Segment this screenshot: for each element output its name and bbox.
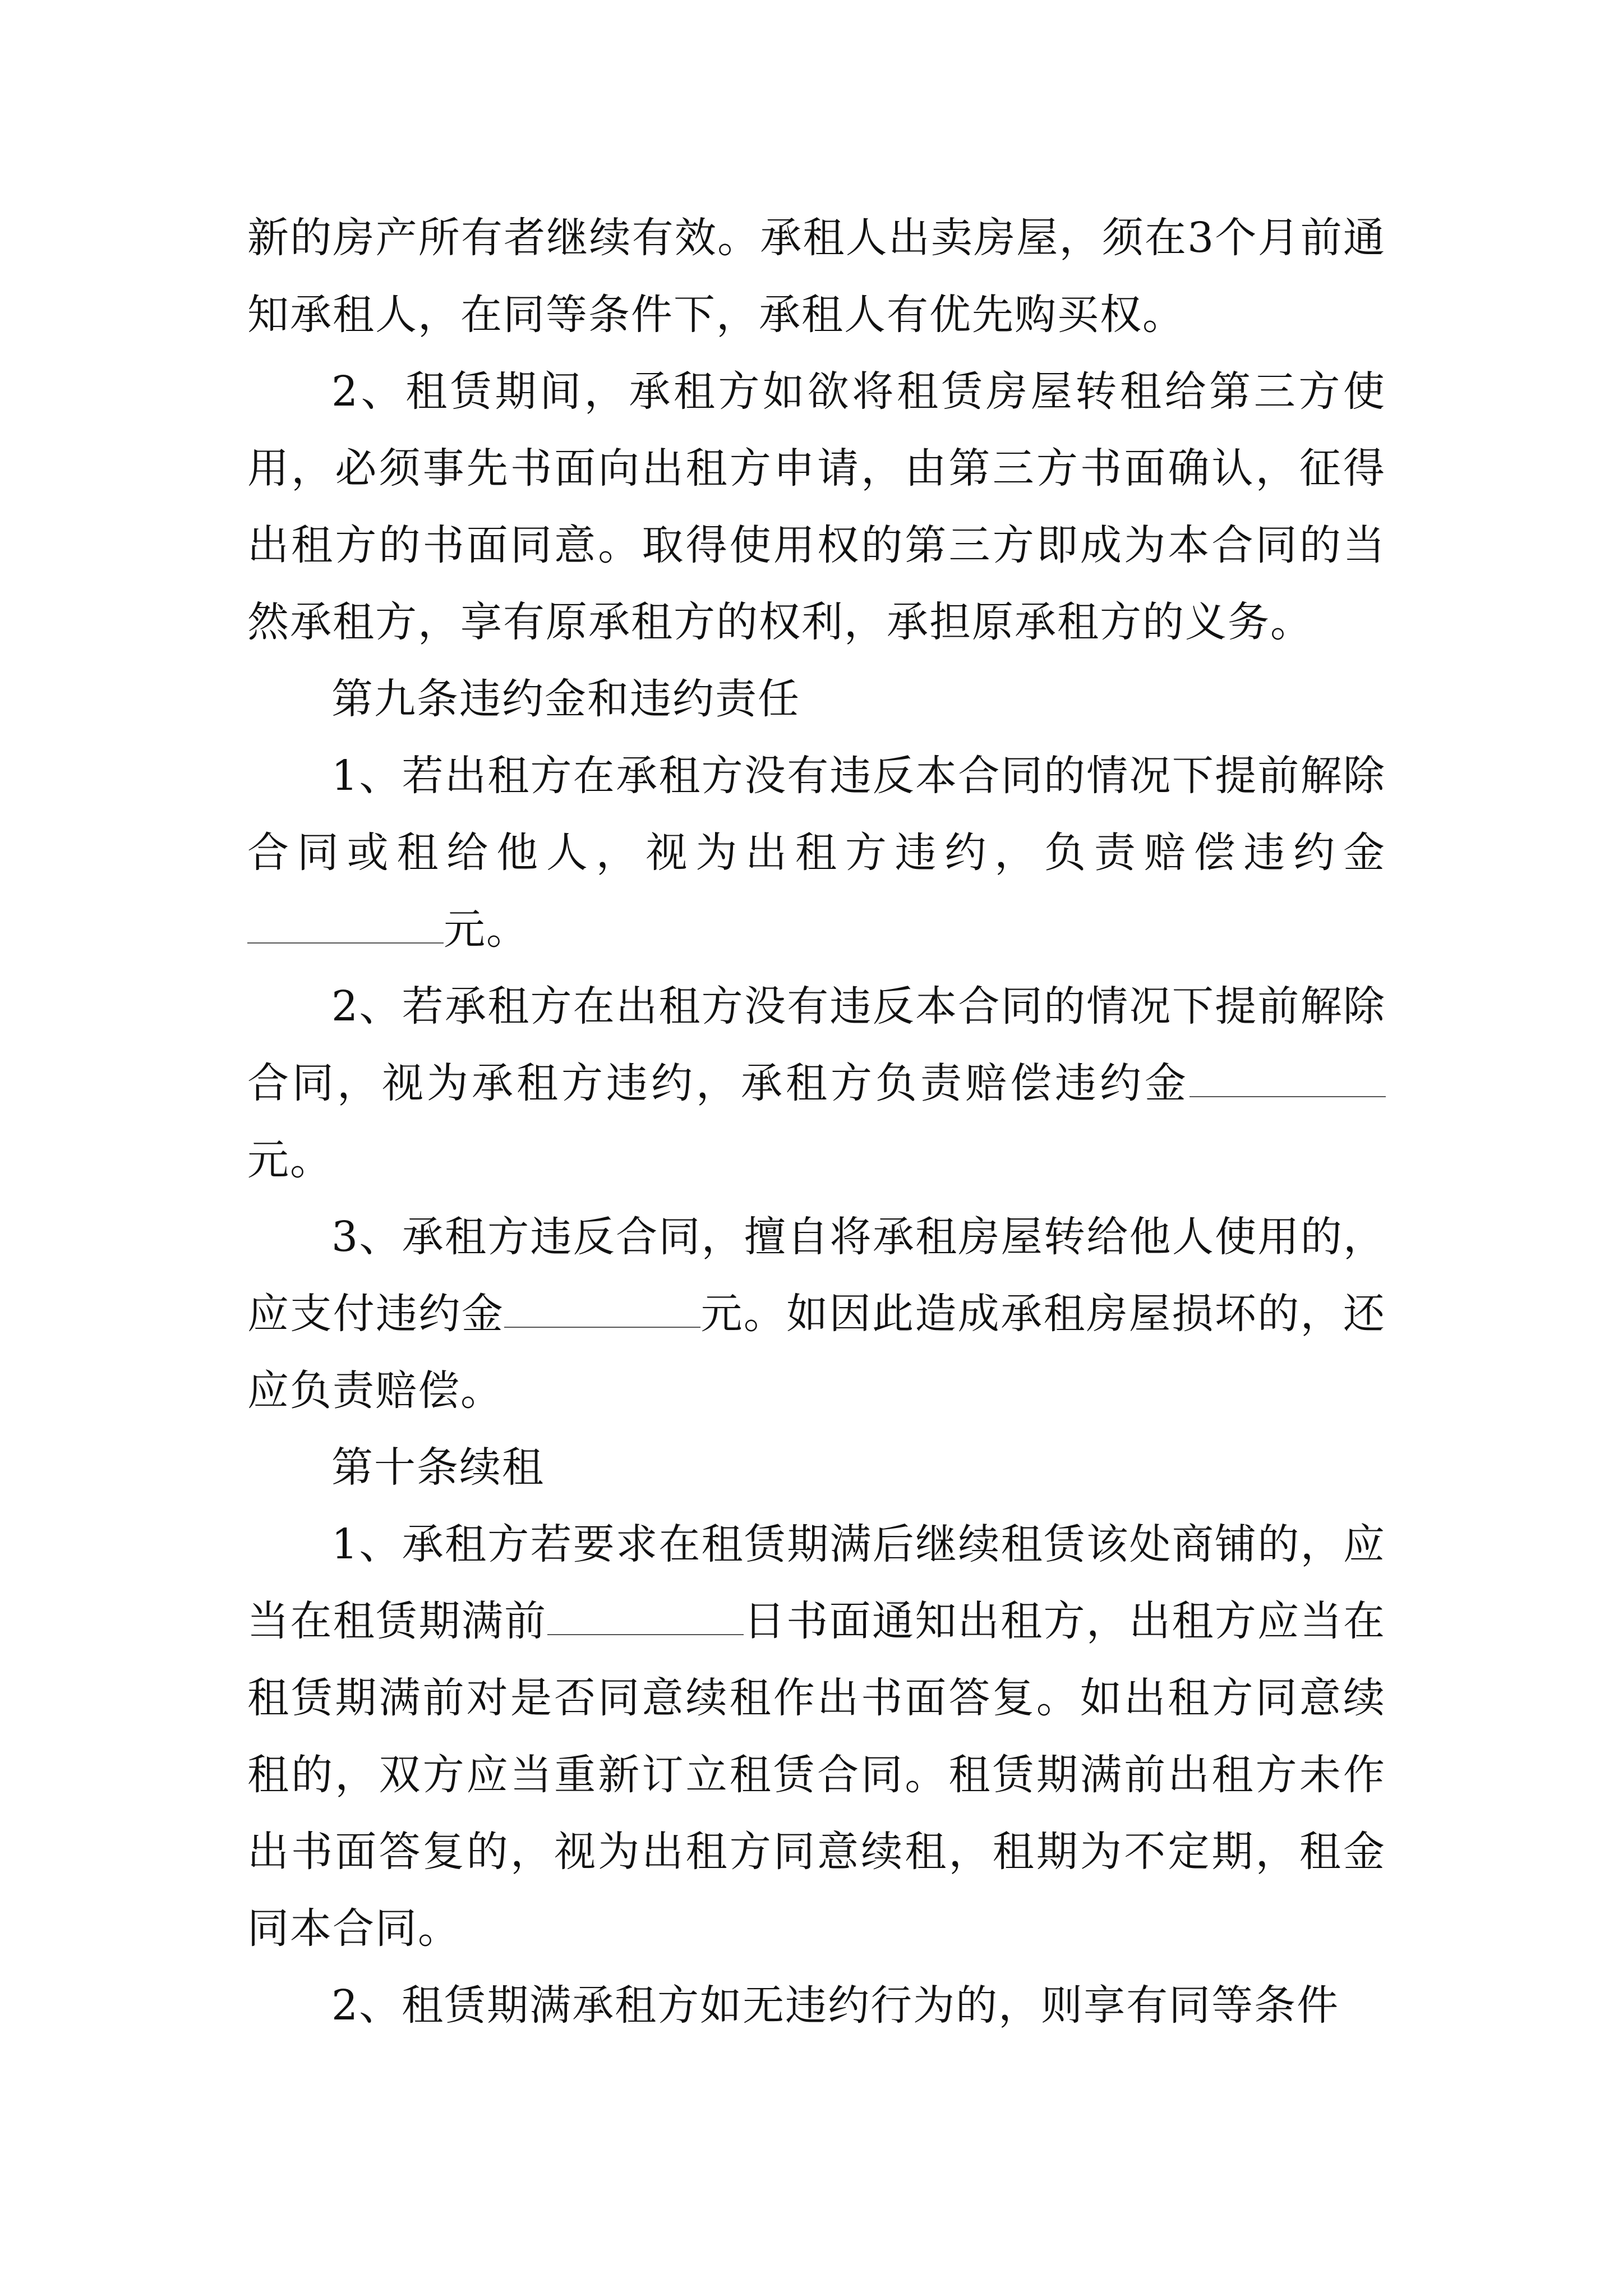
paragraph-text: 元。	[247, 1136, 333, 1184]
paragraph-clause-10-2	[247, 1967, 1386, 2044]
paragraph-text: 2、若承租方在出租方没有违反本合同的情况下提前解除合同，视为承租方违约，承租方负责赔偿违约金	[247, 982, 1386, 1107]
heading-text: 第十条续租	[331, 1443, 545, 1492]
paragraph-continuation	[247, 200, 1386, 353]
paragraph-text: 元。如因此造成承租房屋损坏的，还应负责赔偿。	[247, 1290, 1386, 1415]
paragraph-text: 1、承租方若要求在租赁期满后继续租赁该处商铺的，应当在租赁期满前	[247, 1520, 1386, 1645]
section-heading-article-10	[247, 1429, 1386, 1506]
paragraph-text: 2、租赁期满承租方如无违约行为的，则享有同等条件	[331, 1981, 1340, 2030]
paragraph-clause-9-3	[247, 1199, 1386, 1429]
paragraph-clause-9-1	[247, 738, 1386, 968]
fill-in-blank	[1189, 1062, 1386, 1097]
paragraph-text: 3、承租方违反合同，擅自将承租房屋转给他人使用的，应支付违约金	[247, 1213, 1386, 1338]
paragraph-text: 1、若出租方在承租方没有违反本合同的情况下提前解除合同或租给他人，视为出租方违约，负责赔偿违约金	[247, 752, 1386, 877]
paragraph-clause-9-2	[247, 968, 1386, 1199]
heading-text: 第九条违约金和违约责任	[331, 675, 800, 723]
paragraph-clause-10-1	[247, 1506, 1386, 1967]
section-heading-article-9	[247, 661, 1386, 738]
fill-in-blank	[547, 1600, 744, 1635]
paragraph-text: 2、租赁期间，承租方如欲将租赁房屋转租给第三方使用，必须事先书面向出租方申请，由第三方书面确认，征得出租方的书面同意。取得使用权的第三方即成为本合同的当然承租方，享有原承租方的权利，承担原承租方的义务。	[247, 367, 1386, 646]
paragraph-text: 日书面通知出租方，出租方应当在租赁期满前对是否同意续租作出书面答复。如出租方同意续租的，双方应当重新订立租赁合同。租赁期满前出租方未作出书面答复的，视为出租方同意续租，租期为不定期，租金同本合同。	[247, 1597, 1386, 1953]
paragraph-text: 新的房产所有者继续有效。承租人出卖房屋，须在3个月前通知承租人，在同等条件下，承租人有优先购买权。	[247, 214, 1386, 339]
fill-in-blank	[504, 1293, 700, 1328]
paragraph-text: 元。	[444, 905, 529, 954]
paragraph-clause-8-2	[247, 353, 1386, 661]
document-body	[247, 200, 1386, 2044]
fill-in-blank	[247, 909, 444, 944]
